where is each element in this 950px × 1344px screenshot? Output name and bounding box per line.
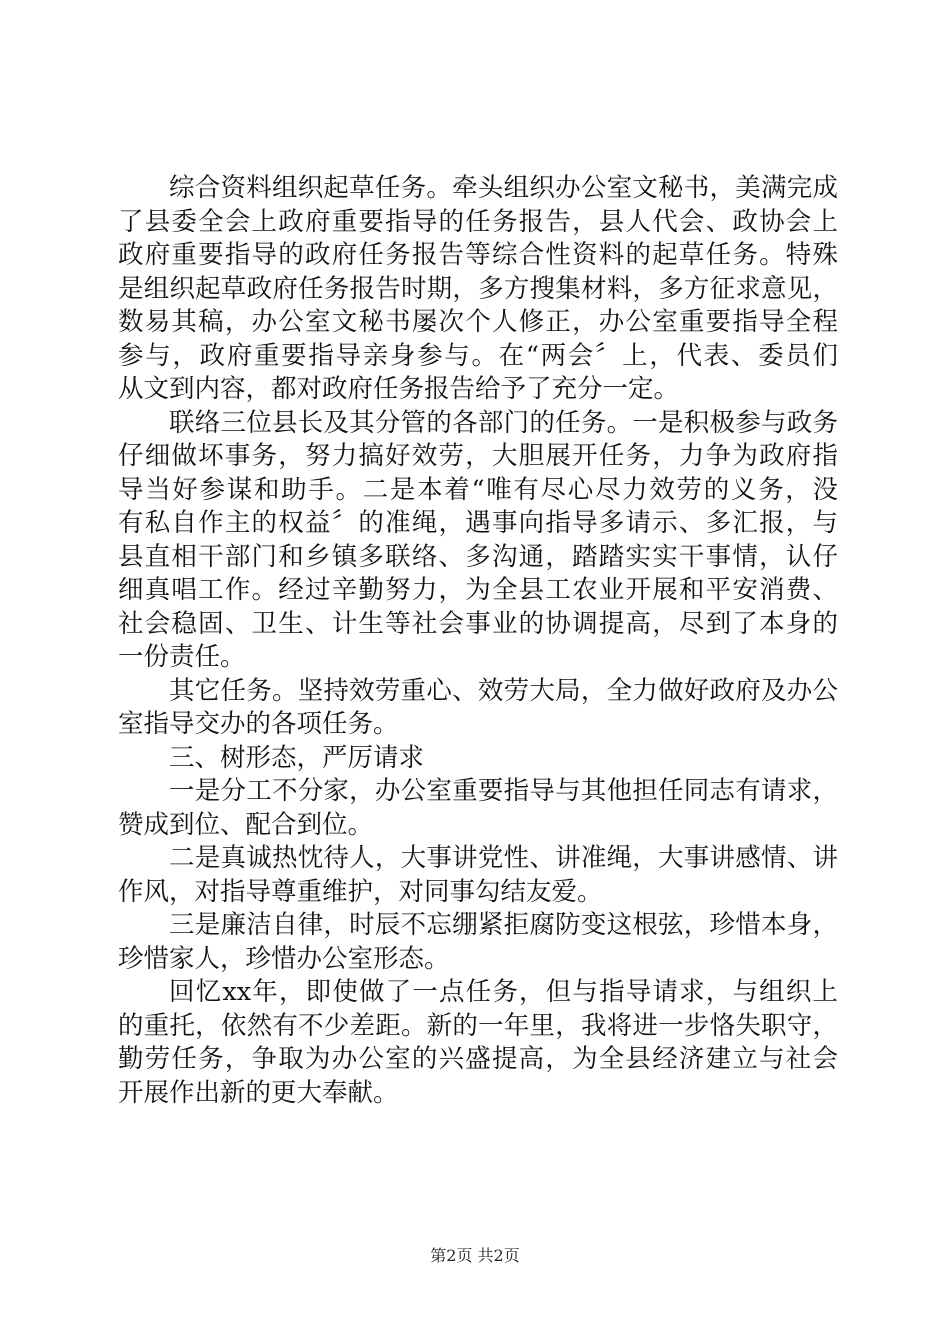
text-line: 仔细做坏事务，努力搞好效劳，大胆展开任务，力争为政府指 [118,441,838,471]
text-line: 室指导交办的各项任务。 [118,709,399,739]
text-line: 开展作出新的更大奉献。 [118,1077,399,1108]
text-line: 从文到内容，都对政府任务报告给予了充分一定。 [118,374,680,404]
text-line: 一份责任。 [118,642,246,672]
text-line: 参与，政府重要指导亲身参与。在“两会〞上，代表、委员们 [118,340,838,371]
text-line: 数易其稿，办公室文秘书屡次个人修正，办公室重要指导全程 [118,307,838,337]
text-line: 细真唱工作。经过辛勤努力，为全县工农业开展和平安消费、 [118,575,838,605]
text-line: 了县委全会上政府重要指导的任务报告，县人代会、政协会上 [118,206,838,237]
text-line: 有私自作主的权益〞的准绳，遇事向指导多请示、多汇报，与 [118,508,838,538]
text-line: 赞成到位、配合到位。 [118,809,374,840]
section-heading: 三、树形态，严厉请求 [169,742,425,773]
text-line: 珍惜家人，珍惜办公室形态。 [118,943,450,974]
text-line: 作风，对指导尊重维护，对同事勾结友爱。 [118,876,603,907]
text-line: 导当好参谋和助手。二是本着“唯有尽心尽力效劳的义务，没 [118,474,838,505]
text-line: 三是廉洁自律，时辰不忘绷紧拒腐防变这根弦，珍惜本身， [169,910,838,940]
text-line: 社会稳固、卫生、计生等社会事业的协调提高，尽到了本身的 [118,608,838,639]
text-line: 勤劳任务，争取为办公室的兴盛提高，为全县经济建立与社会 [118,1044,838,1074]
text-line: 县直相干部门和乡镇多联络、多沟通，踏踏实实干事情，认仔 [118,541,838,572]
text-line: 回忆xx年，即使做了一点任务，但与指导请求，与组织上 [169,977,838,1007]
page-number-label: 第2页 共2页 [430,1246,520,1265]
page-footer [0,1245,950,1267]
text-line: 的重托，依然有不少差距。新的一年里，我将进一步恪失职守， [118,1010,838,1041]
text-line: 综合资料组织起草任务。牵头组织办公室文秘书，美满完成 [169,173,838,203]
text-line: 政府重要指导的政府任务报告等综合性资料的起草任务。特殊 [118,240,838,270]
text-line: 联络三位县长及其分管的各部门的任务。一是积极参与政务 [169,407,838,438]
text-line: 其它任务。坚持效劳重心、效劳大局，全力做好政府及办公 [169,675,838,706]
text-line: 是组织起草政府任务报告时期，多方搜集材料，多方征求意见， [118,273,838,304]
document-body [118,172,838,1110]
text-line: 二是真诚热忱待人，大事讲党性、讲准绳，大事讲感情、讲 [169,843,838,873]
text-line: 一是分工不分家，办公室重要指导与其他担任同志有请求， [169,776,838,806]
